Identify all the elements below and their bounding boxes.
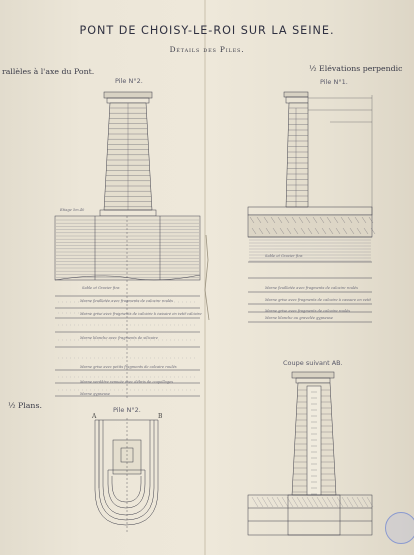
right-section-heading: ½ Elévations perpendic xyxy=(309,64,403,73)
strata-label: Marne grise avec fragments de calcaire roulés xyxy=(265,309,351,313)
strata-label: Marne blanche avec fragments de silicaire xyxy=(80,336,158,340)
plans-heading: ½ Plans. xyxy=(8,401,42,410)
pile-1-label: Pile N°1. xyxy=(320,78,348,86)
coupe-ab-section xyxy=(248,372,373,535)
section-mark-b: B xyxy=(158,413,163,420)
strata-label: Marne blanche ou gravelée gypseuse xyxy=(265,316,333,320)
library-stamp xyxy=(385,512,414,544)
right-foundation-section xyxy=(248,215,375,322)
strata-label: Marne feuilletée avec fragments de calcaire roulés xyxy=(265,286,359,290)
left-foundation-section xyxy=(55,216,200,400)
strata-label: Sable et Gravier fins xyxy=(265,254,303,258)
section-mark-a: A xyxy=(92,413,97,420)
strata-label: Marne verdâtre remuée avec débris de coquillages xyxy=(80,380,174,384)
strata-label: Sable et Gravier fins xyxy=(82,286,120,290)
pile-2-elevation xyxy=(100,92,156,216)
strata-label: Marne feuilletée avec fragments de calcaire roulés xyxy=(80,299,174,303)
coupe-ab-label: Coupe suivant AB. xyxy=(283,359,343,367)
drawing-subtitle: Détails des Piles. xyxy=(169,45,245,54)
pile-2-plan xyxy=(95,418,158,532)
left-section-heading: rallèles à l'axe du Pont. xyxy=(2,67,95,76)
pile-2-label: Pile N°2. xyxy=(115,77,143,85)
strata-label: Marne grise avec fragments de calcaire à cassure en vetit xyxy=(265,298,372,302)
plan-pile-2-label: Pile N°2. xyxy=(113,406,141,414)
pile-1-elevation xyxy=(248,92,372,215)
strata-label: Marne grise avec fragments de calcaire à cassure en vetit calcaire xyxy=(80,312,202,316)
strata-label: Marne gypseuse xyxy=(80,392,111,396)
strata-label: Marne grise avec petits fragments de calcaire roulés xyxy=(80,365,177,369)
drawing-title: PONT DE CHOISY-LE-ROI SUR LA SEINE. xyxy=(79,24,335,37)
strata-label: Etiage 5m.40 xyxy=(60,208,85,212)
